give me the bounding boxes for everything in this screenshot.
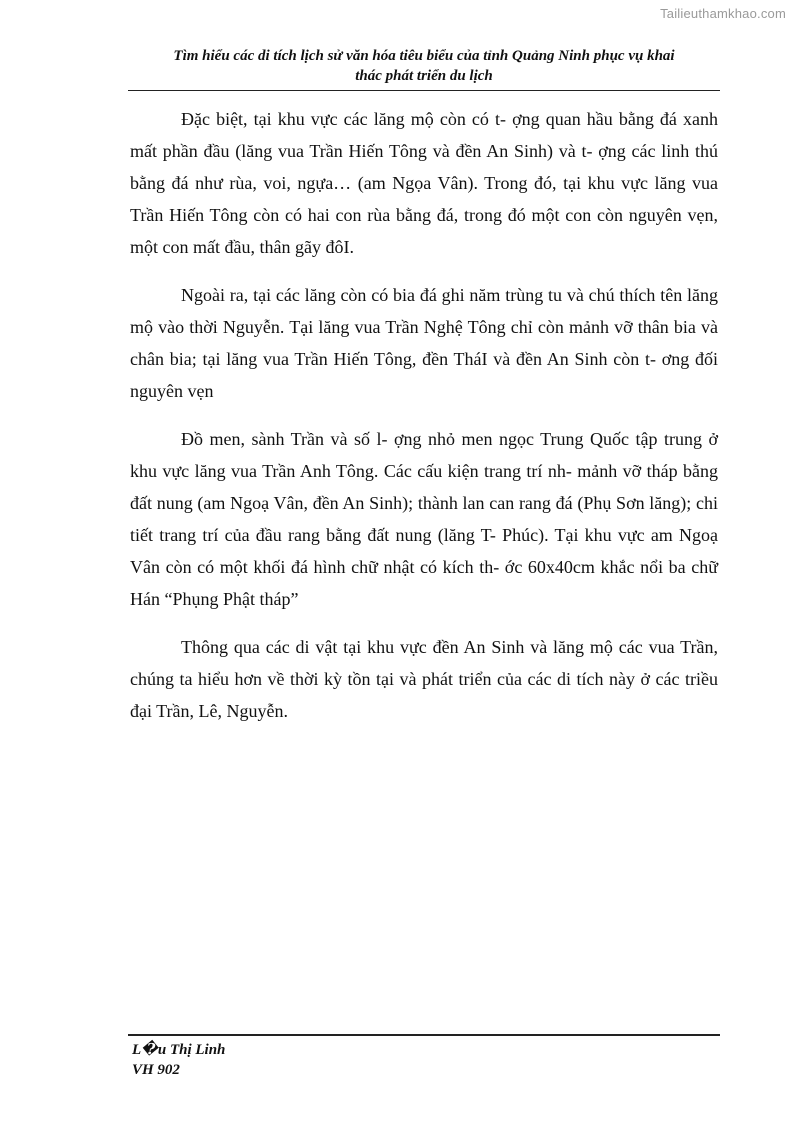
footer-author: L�u Thị Linh — [132, 1042, 226, 1058]
page-header — [128, 46, 720, 86]
paragraph-ceramics: Đồ men, sành Trần và số l- ợng nhỏ men ngọc Trung Quốc tập trung ở khu vực lăng vua Trần Anh Tông. Các cấu kiện trang trí nh- mảnh vỡ tháp bằng đất nung (am Ngoạ Vân, đền An Sinh); thành lan can rang đá (Phụ Sơn lăng); chi tiết trang trí của đầu rang bằng đất nung (lăng T- Phúc). Tại khu vực am Ngoạ Vân còn có một khối đá hình chữ nhật có kích th- ớc 60x40cm khắc nổi ba chữ Hán “Phụng Phật tháp” — [130, 429, 718, 609]
paragraph-conclusion: Thông qua các di vật tại khu vực đền An Sinh và lăng mộ các vua Trần, chúng ta hiểu hơn về thời kỳ tồn tại và phát triển của các di tích này ở các triều đại Trần, Lê, Nguyễn. — [130, 637, 718, 721]
paragraph-steles: Ngoài ra, tại các lăng còn có bia đá ghi năm trùng tu và chú thích tên lăng mộ vào thời Nguyễn. Tại lăng vua Trần Nghệ Tông chỉ còn mảnh vỡ thân bia và chân bia; tại lăng vua Trần Hiến Tông, đền TháI và đền An Sinh còn t- ơng đối nguyên vẹn — [130, 285, 718, 401]
header-divider — [128, 90, 720, 91]
paragraph-statues: Đặc biệt, tại khu vực các lăng mộ còn có t- ợng quan hầu bằng đá xanh mất phần đầu (lăng vua Trần Hiến Tông và đền An Sinh) và t- ợng các linh thú bằng đá như rùa, voi, ngựa… (am Ngọa Vân). Trong đó, tại khu vực lăng vua Trần Hiến Tông còn có hai con rùa bằng đá, trong đó một con còn nguyên vẹn, một con mất đầu, thân gãy đôI. — [130, 109, 718, 257]
page-footer — [132, 1040, 225, 1080]
watermark-text: Tailieuthamkhao.com — [660, 6, 786, 21]
footer-class-code: VH 902 — [132, 1062, 180, 1078]
header-title-line-1: Tìm hiểu các di tích lịch sử văn hóa tiêu biểu của tỉnh Quảng Ninh phục vụ khai — [173, 48, 675, 64]
footer-divider — [128, 1034, 720, 1036]
document-body — [130, 103, 718, 743]
header-title-line-2: thác phát triển du lịch — [355, 68, 493, 84]
